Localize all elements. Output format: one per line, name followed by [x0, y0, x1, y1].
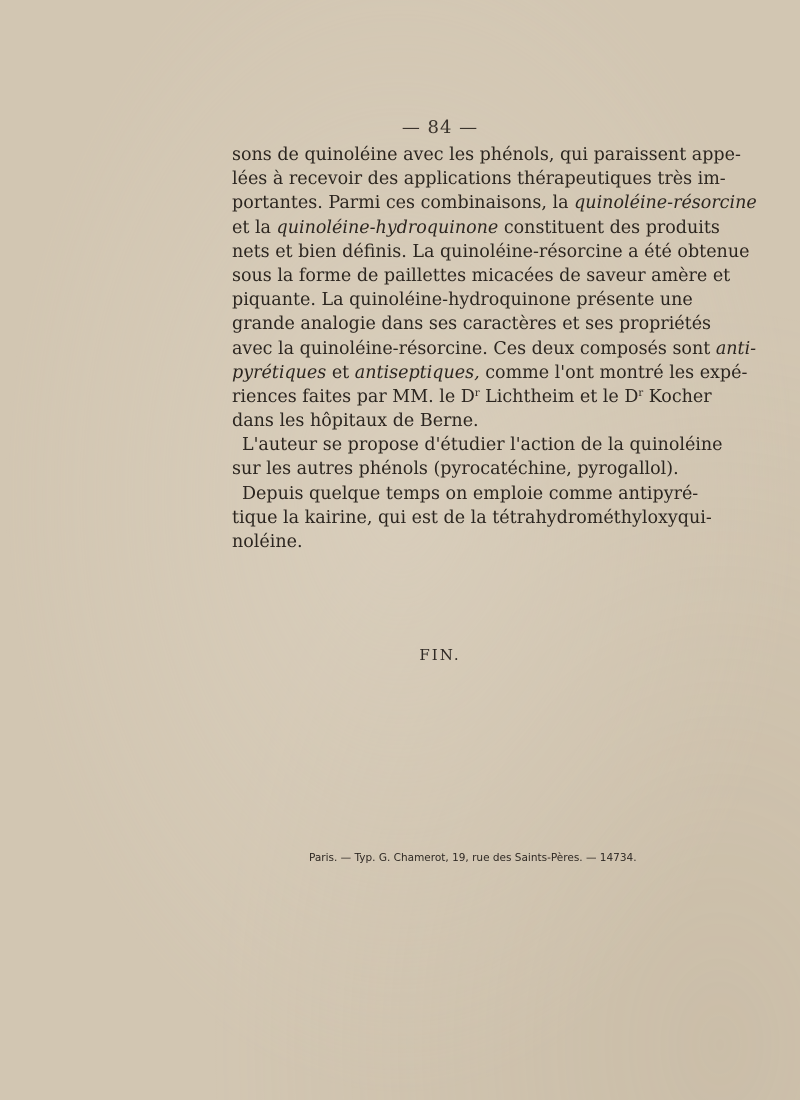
text-run: quinoléine-résorcine — [574, 193, 757, 214]
text-run: portantes. Parmi ces combinaisons, la — [232, 193, 575, 214]
text-line — [232, 288, 693, 312]
text-run: Lichtheim et le D — [479, 386, 639, 407]
text-line — [232, 264, 731, 288]
text-line — [232, 530, 652, 554]
text-run: sons de quinoléine avec les phénols, qui paraissent appe- — [232, 145, 741, 165]
text-run: constituent des produits — [498, 217, 720, 238]
printer-imprint: Paris. — Typ. G. Chamerot, 19, rue des Saints-Pères. — 14734. — [309, 852, 637, 864]
text-run: grande analogie dans ses caractères et ses propriétés — [232, 314, 712, 335]
text-line — [232, 361, 748, 385]
text-line — [232, 482, 699, 506]
text-line — [232, 337, 757, 361]
text-run: quinoléine-hydroquinone — [276, 217, 499, 238]
text-line — [232, 506, 712, 530]
page-number: — 84 — — [401, 117, 479, 138]
text-run: lées à recevoir des applications thérapeutiques très im- — [232, 169, 726, 190]
superscript: r — [474, 387, 480, 399]
text-line — [232, 312, 712, 336]
text-line — [232, 457, 679, 481]
text-line — [232, 191, 757, 215]
text-run: avec la quinoléine-résorcine. Ces deux composés sont — [232, 338, 716, 359]
text-run: tique la kairine, qui est de la tétrahydrométhyloxyqui- — [232, 507, 712, 528]
text-run: piquante. La quinoléine-hydroquinone présente une — [232, 290, 693, 311]
text-run: Kocher — [643, 386, 712, 407]
text-line — [232, 216, 720, 240]
body-text — [232, 143, 757, 554]
superscript: r — [638, 387, 644, 399]
text-run: pyrétiques — [232, 362, 327, 383]
text-run: sous la forme de paillettes micacées de saveur amère et — [232, 265, 731, 286]
text-run: et — [326, 362, 355, 383]
text-line — [232, 143, 741, 167]
text-line — [232, 240, 750, 264]
text-run: dans les hôpitaux de Berne. — [232, 411, 479, 432]
end-mark: FIN. — [419, 646, 461, 664]
text-run: sur les autres phénols (pyrocatéchine, pyrogallol). — [232, 459, 679, 480]
text-run: comme l'ont montré les expé- — [479, 362, 748, 383]
text-line — [232, 167, 726, 191]
text-run: nets et bien définis. La quinoléine-résorcine a été obtenue — [232, 241, 750, 262]
text-run: antiseptiques, — [354, 362, 480, 383]
text-run: noléine. — [232, 532, 303, 552]
text-run: riences faites par MM. le D — [232, 386, 475, 407]
text-line — [232, 409, 652, 433]
text-run: L'auteur se propose d'étudier l'action de la quinoléine — [242, 435, 723, 456]
text-run: anti- — [715, 338, 757, 359]
text-run: et la — [232, 217, 277, 238]
text-line — [232, 433, 723, 457]
text-line — [232, 385, 712, 409]
text-run: Depuis quelque temps on emploie comme antipyré- — [242, 483, 699, 504]
